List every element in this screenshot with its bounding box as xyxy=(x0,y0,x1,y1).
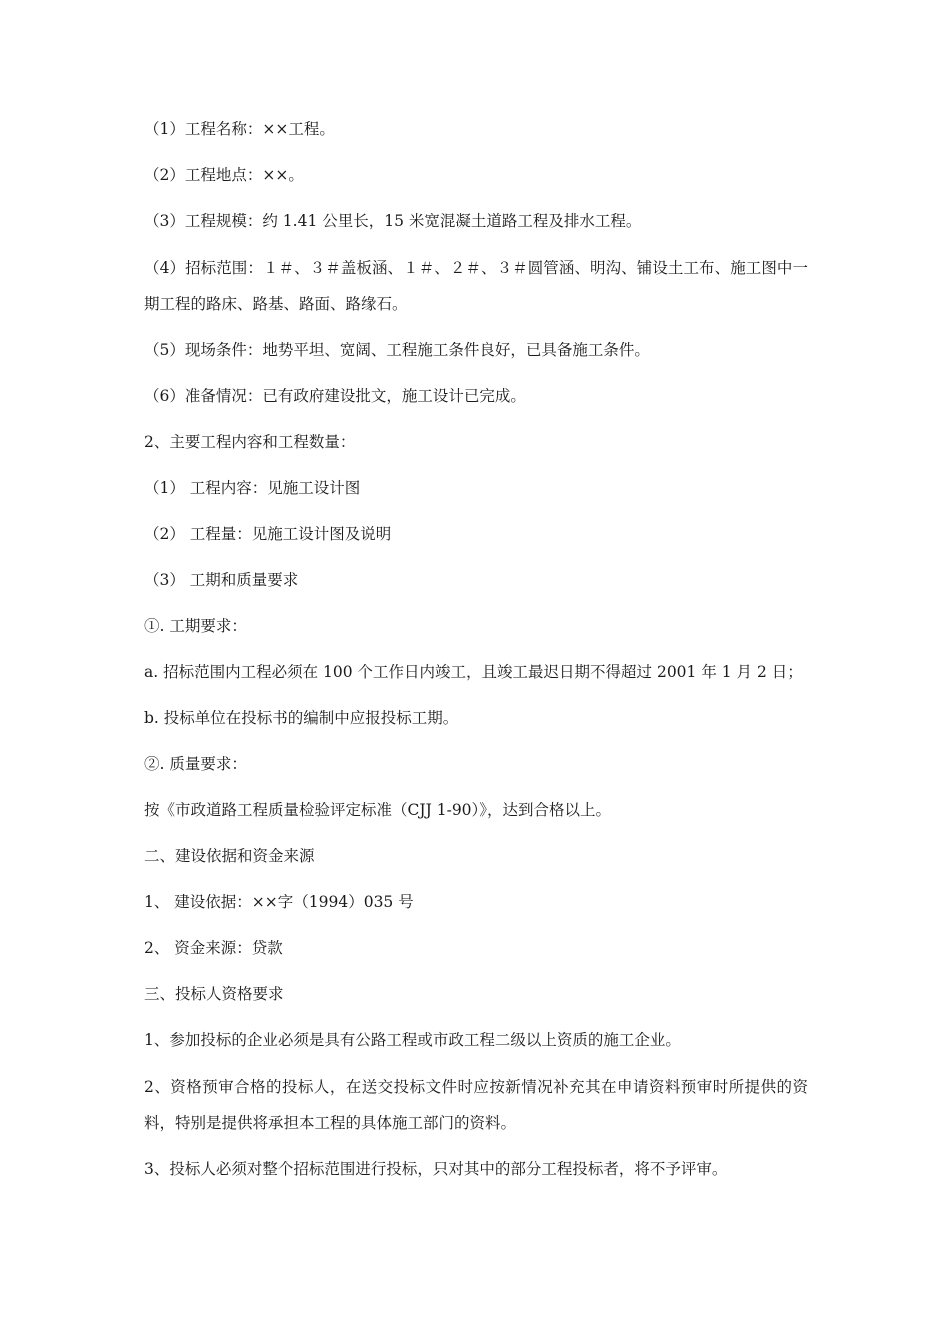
item-bid-scope: （4）招标范围：１＃、３＃盖板涵、１＃、２＃、３＃圆管涵、明沟、铺设土工布、施工图中一期工程的路床、路基、路面、路缘石。 xyxy=(144,259,808,313)
section-main-works-heading: 2、主要工程内容和工程数量： xyxy=(144,433,356,451)
item-funding-source: 2、 资金来源：贷款 xyxy=(144,939,283,957)
item-project-location: （2）工程地点：××。 xyxy=(144,166,304,184)
item-quality-standard: 按《市政道路工程质量检验评定标准（CJJ 1-90）》，达到合格以上。 xyxy=(144,801,612,819)
item-site-conditions: （5）现场条件：地势平坦、宽阔、工程施工条件良好，已具备施工条件。 xyxy=(144,341,650,359)
item-work-quantity: （2） 工程量：见施工设计图及说明 xyxy=(144,525,392,543)
item-work-content: （1） 工程内容：见施工设计图 xyxy=(144,479,361,497)
item-preparation-status: （6）准备情况：已有政府建设批文，施工设计已完成。 xyxy=(144,387,526,405)
item-schedule-a: a. 招标范围内工程必须在 100 个工作日内竣工，且竣工最迟日期不得超过 2001 年 1 月 2 日； xyxy=(144,663,803,681)
item-qualification-2: 2、资格预审合格的投标人，在送交投标文件时应按新情况补充其在申请资料预审时所提供的资料，特别是提供将承担本工程的具体施工部门的资料。 xyxy=(144,1078,808,1132)
item-project-name: （1）工程名称：××工程。 xyxy=(144,120,335,138)
document-body xyxy=(144,118,808,1181)
item-construction-basis: 1、 建设依据：××字（1994）035 号 xyxy=(144,893,414,911)
subheading-schedule: ①. 工期要求： xyxy=(144,617,247,635)
item-qualification-1: 1、参加投标的企业必须是具有公路工程或市政工程二级以上资质的施工企业。 xyxy=(144,1031,681,1049)
section-basis-funding-heading: 二、建设依据和资金来源 xyxy=(144,847,315,865)
subheading-quality: ②. 质量要求： xyxy=(144,755,247,773)
section-bidder-qualification-heading: 三、投标人资格要求 xyxy=(144,985,284,1003)
item-qualification-3: 3、投标人必须对整个招标范围进行投标，只对其中的部分工程投标者，将不予评审。 xyxy=(144,1160,728,1178)
item-project-scale: （3）工程规模：约 1.41 公里长，15 米宽混凝土道路工程及排水工程。 xyxy=(144,212,642,230)
item-schedule-b: b. 投标单位在投标书的编制中应报投标工期。 xyxy=(144,709,459,727)
item-schedule-quality: （3） 工期和质量要求 xyxy=(144,571,299,589)
